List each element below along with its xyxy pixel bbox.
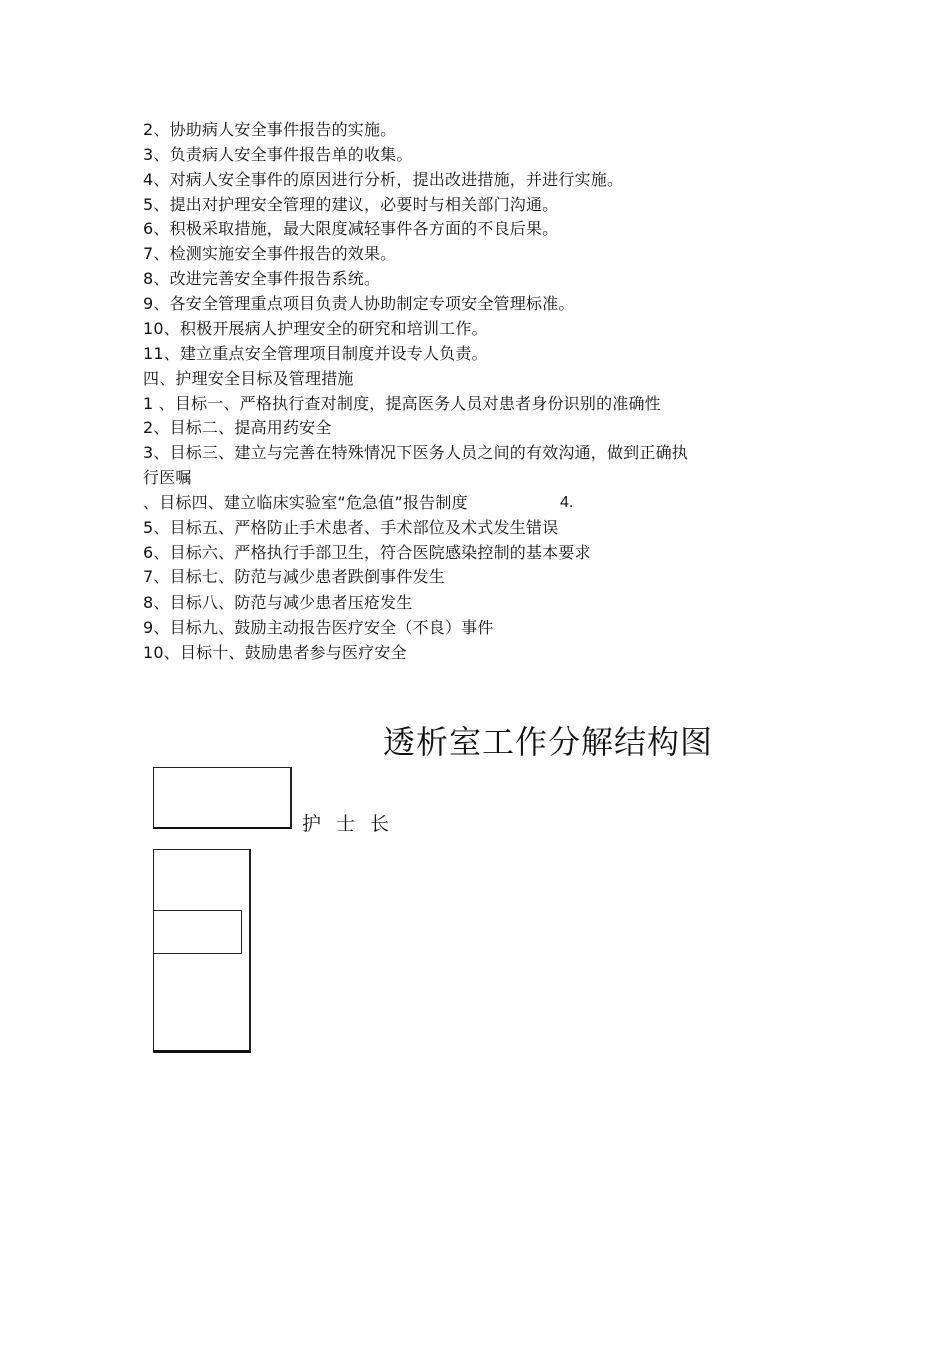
diagram-title: 透析室工作分解结构图 (383, 723, 714, 761)
text-line: 5、提出对护理安全管理的建议，必要时与相关部门沟通。 (143, 195, 559, 214)
text-line: 6、目标六、严格执行手部卫生，符合医院感染控制的基本要求 (143, 543, 591, 562)
text-line: 、目标四、建立临床实验室“危急值”报告制度 (143, 493, 468, 512)
text-line: 5、目标五、严格防止手术患者、手术部位及术式发生错误 (143, 518, 559, 537)
inner-unit-box (153, 910, 242, 954)
trailing-number: 4. (560, 494, 574, 511)
text-line: 2、协助病人安全事件报告的实施。 (143, 120, 397, 139)
text-line: 行医嘱 (143, 468, 192, 487)
text-line: 9、目标九、鼓励主动报告医疗安全（不良）事件 (143, 618, 494, 637)
text-line: 1 、目标一、严格执行查对制度，提高医务人员对患者身份识别的准确性 (143, 394, 661, 413)
text-line: 4、对病人安全事件的原因进行分析，提出改进措施，并进行实施。 (143, 170, 624, 189)
text-line: 8、目标八、防范与减少患者压疮发生 (143, 593, 413, 612)
head-nurse-label: 护士长 (302, 813, 405, 835)
text-line: 7、检测实施安全事件报告的效果。 (143, 244, 397, 263)
text-line: 3、负责病人安全事件报告单的收集。 (143, 145, 413, 164)
text-line: 11、建立重点安全管理项目制度并设专人负责。 (143, 344, 488, 363)
text-line: 8、改进完善安全事件报告系统。 (143, 269, 381, 288)
text-line: 10、目标十、鼓励患者参与医疗安全 (143, 643, 407, 662)
text-line: 9、各安全管理重点项目负责人协助制定专项安全管理标准。 (143, 294, 575, 313)
text-line: 7、目标七、防范与减少患者跌倒事件发生 (143, 567, 445, 586)
text-line: 3、目标三、建立与完善在特殊情况下医务人员之间的有效沟通，做到正确执 (143, 443, 688, 462)
text-line: 2、目标二、提高用药安全 (143, 418, 332, 437)
head-nurse-box (153, 767, 292, 829)
text-line: 6、积极采取措施，最大限度减轻事件各方面的不良后果。 (143, 219, 559, 238)
text-line: 10、积极开展病人护理安全的研究和培训工作。 (143, 319, 488, 338)
section-heading: 四、护理安全目标及管理措施 (143, 369, 354, 388)
